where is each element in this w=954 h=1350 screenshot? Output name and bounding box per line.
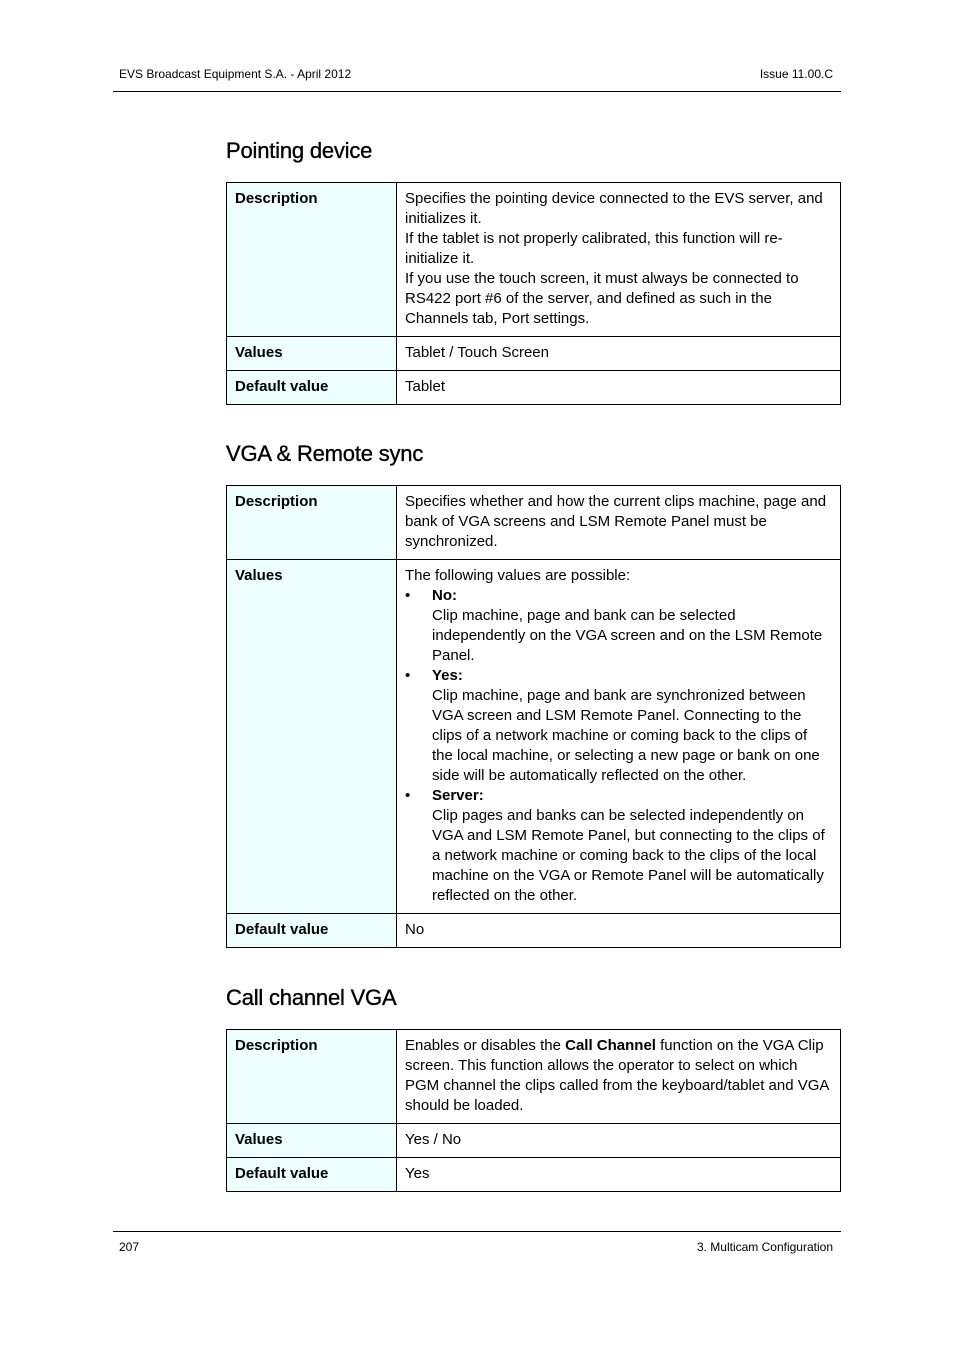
default-value-cell: Tablet [397,371,841,405]
table-row [227,337,841,371]
header-issue: Issue 11.00.C [759,67,833,81]
description-post: function on the VGA Clip screen. This function allows the operator to select on which PGM channel the clips called from the keyboard/tablet and VGA should be loaded. [405,1037,829,1114]
header-publisher: EVS Broadcast Equipment S.A. - April 2012 [119,67,352,81]
page-footer [113,1231,841,1254]
description-cell [397,183,841,337]
row-label: Description [227,183,397,337]
option-text: Clip machine, page and bank can be selected independently on the VGA screen and on the LSM Remote Panel. [432,607,823,664]
row-label: Default value [227,371,397,405]
row-label: Description [227,486,397,560]
description-cell: Specifies whether and how the current clips machine, page and bank of VGA screens and LSM Remote Panel must be synchronized. [397,486,841,560]
row-label: Default value [227,1158,397,1192]
values-cell: Tablet / Touch Screen [397,337,841,371]
description-line: If you use the touch screen, it must always be connected to RS422 port #6 of the server, and defined as such in the Channels tab, Port settings. [405,270,799,327]
option-name: No: [432,587,457,604]
section-title-pointing-device: Pointing device [226,138,373,163]
row-label: Values [227,1124,397,1158]
row-label: Values [227,560,397,914]
list-item [405,666,832,786]
description-pre: Enables or disables the [405,1037,566,1054]
footer-section: 3. Multicam Configuration [696,1240,833,1254]
vga-remote-sync-table [226,485,841,948]
description-cell [397,1030,841,1124]
list-item [405,586,832,666]
description-line: Specifies the pointing device connected to the EVS server, and initializes it. [405,190,823,227]
table-row [227,371,841,405]
bullet: • [405,667,411,684]
table-row [227,1030,841,1124]
table-row [227,486,841,560]
values-cell: Yes / No [397,1124,841,1158]
option-text: Clip pages and banks can be selected independently on VGA and LSM Remote Panel, but connecting to the clips of a network machine or coming back to the clips of the local machine on the VGA or Remote Panel will be automatically reflected on the other. [432,807,825,904]
row-label: Default value [227,914,397,948]
pointing-device-table [226,182,841,405]
table-row [227,1158,841,1192]
option-name: Server: [432,787,484,804]
option-text: Clip machine, page and bank are synchronized between VGA screen and LSM Remote Panel. Connecting to the clips of a network machine or coming back to the clips of the local machine, or selecting a new page or bank on one side will be automatically reflected on the other. [432,687,820,784]
table-row [227,560,841,914]
section-title-vga-remote-sync: VGA & Remote sync [226,441,424,466]
default-value-cell: Yes [397,1158,841,1192]
description-bold: Call Channel [565,1037,656,1054]
list-item [405,786,832,906]
description-line: If the tablet is not properly calibrated, this function will re-initialize it. [405,230,783,267]
page-header [113,64,841,92]
table-row [227,1124,841,1158]
section-title-call-channel-vga: Call channel VGA [226,985,397,1010]
values-cell [397,560,841,914]
bullet: • [405,587,411,604]
page-number: 207 [119,1240,140,1254]
row-label: Values [227,337,397,371]
row-label: Description [227,1030,397,1124]
option-name: Yes: [432,667,463,684]
call-channel-vga-table [226,1029,841,1192]
values-intro: The following values are possible: [405,567,631,584]
table-row [227,183,841,337]
table-row [227,914,841,948]
default-value-cell: No [397,914,841,948]
bullet: • [405,787,411,804]
